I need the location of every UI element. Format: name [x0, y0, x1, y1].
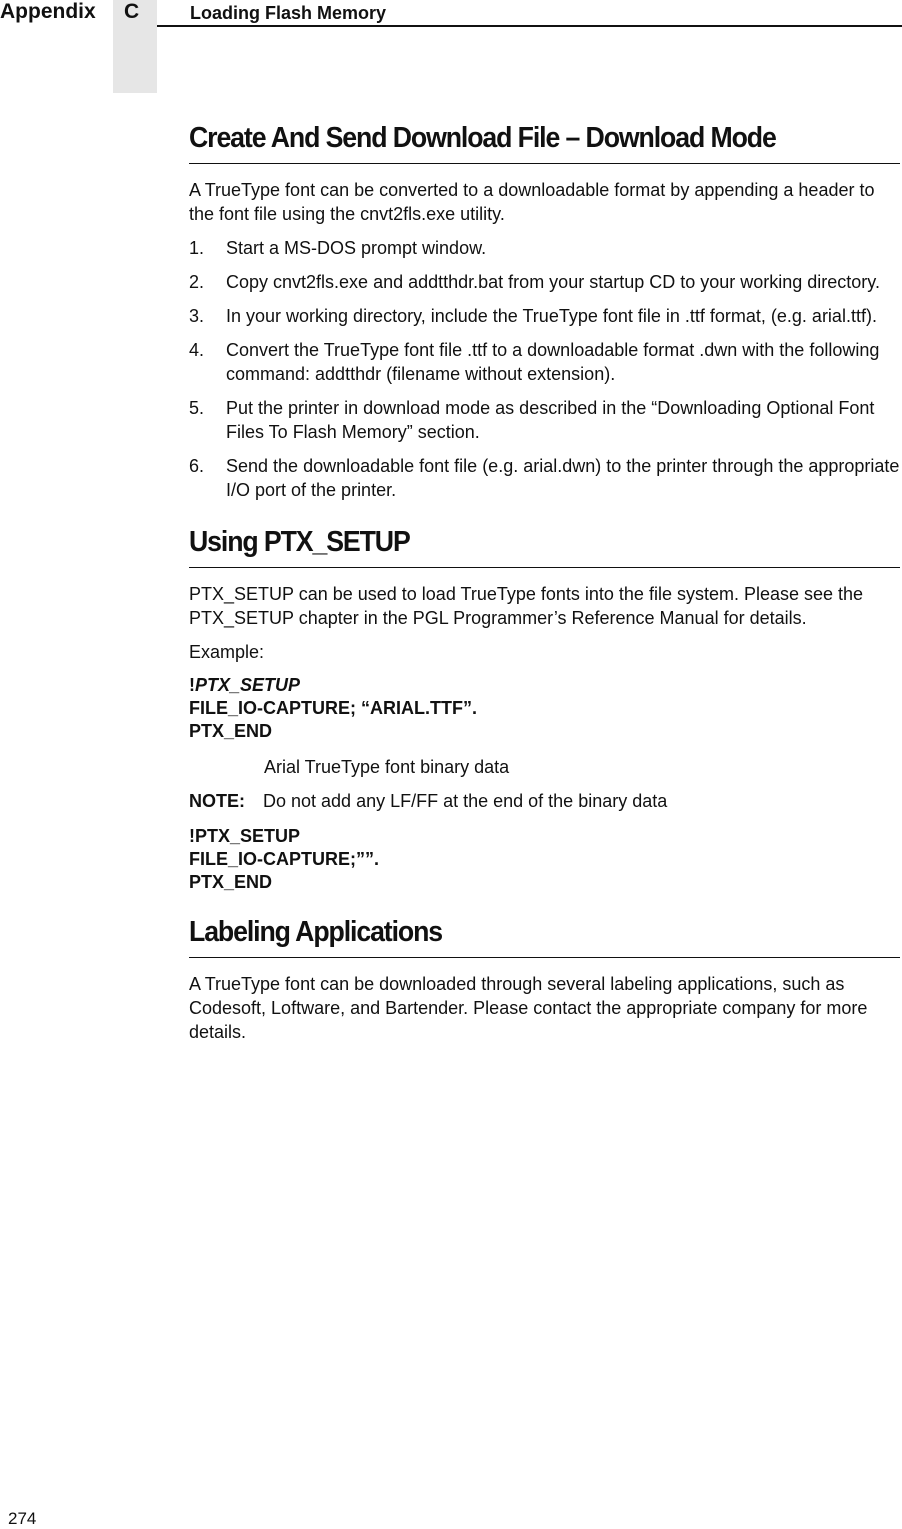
appendix-label: Appendix [0, 0, 96, 23]
appendix-letter: C [124, 0, 140, 23]
section-heading-download-mode: Create And Send Download File – Download Mode [189, 122, 776, 154]
section-heading-ptx-setup: Using PTX_SETUP [189, 526, 410, 558]
section-heading-rule [189, 524, 900, 568]
step-number: 2. [189, 272, 205, 292]
chapter-title: Loading Flash Memory [190, 3, 387, 23]
code-line: FILE_IO-CAPTURE; “ARIAL.TTF”. [189, 698, 477, 718]
code-line [189, 674, 900, 697]
step-text: Copy cnvt2fls.exe and addtthdr.bat from your startup CD to your working directory. [226, 272, 880, 292]
step-text: Send the downloadable font file (e.g. arial.dwn) to the printer through the appropriate I/O port of the printer. [226, 456, 900, 500]
list-item [189, 396, 900, 444]
page-content [189, 120, 900, 1054]
note [189, 789, 900, 813]
list-item [189, 236, 900, 260]
code-block-end [189, 825, 900, 894]
section-ptx-setup [189, 524, 900, 894]
step-number: 1. [189, 238, 205, 258]
note-text: Do not add any LF/FF at the end of the binary data [263, 791, 668, 811]
code-bang: ! [189, 675, 195, 695]
code-line: PTX_END [189, 872, 273, 892]
list-item [189, 454, 900, 502]
example-label: Example: [189, 642, 265, 662]
section-heading-rule [189, 914, 900, 958]
step-number: 6. [189, 456, 205, 476]
section-download-mode [189, 120, 900, 502]
step-number: 5. [189, 398, 205, 418]
section-intro: PTX_SETUP can be used to load TrueType fonts into the file system. Please see the PTX_SETUP chapter in the PGL Programmer’s Reference Manual for details. [189, 584, 864, 628]
list-item [189, 338, 900, 386]
steps-list [189, 236, 900, 502]
code-italic-keyword: PTX_SETUP [195, 675, 301, 695]
binary-data-placeholder: Arial TrueType font binary data [264, 757, 510, 777]
section-heading-rule [189, 120, 900, 164]
page-number: 274 [8, 1509, 37, 1528]
step-text: In your working directory, include the TrueType font file in .ttf format, (e.g. arial.ttf). [226, 306, 877, 326]
step-text: Start a MS-DOS prompt window. [226, 238, 487, 258]
code-block-capture [189, 674, 900, 743]
step-text: Put the printer in download mode as described in the “Downloading Optional Font Files To Flash Memory” section. [226, 398, 875, 442]
header-rule [157, 25, 902, 27]
code-line: !PTX_SETUP [189, 826, 301, 846]
list-item [189, 270, 900, 294]
section-labeling-applications [189, 914, 900, 1044]
step-number: 3. [189, 306, 205, 326]
code-line: FILE_IO-CAPTURE;””. [189, 849, 380, 869]
list-item [189, 304, 900, 328]
step-number: 4. [189, 340, 205, 360]
note-label: NOTE: [189, 791, 245, 811]
section-text: A TrueType font can be downloaded through several labeling applications, such as Codesoft, Loftware, and Bartender. Please contact the appropriate company for more details. [189, 974, 868, 1042]
section-intro: A TrueType font can be converted to a downloadable format by appending a header to the font file using the cnvt2fls.exe utility. [189, 180, 875, 224]
step-text: Convert the TrueType font file .ttf to a downloadable format .dwn with the following command: addtthdr (filename without extension). [226, 340, 880, 384]
code-line: PTX_END [189, 721, 273, 741]
section-heading-labeling: Labeling Applications [189, 916, 443, 948]
